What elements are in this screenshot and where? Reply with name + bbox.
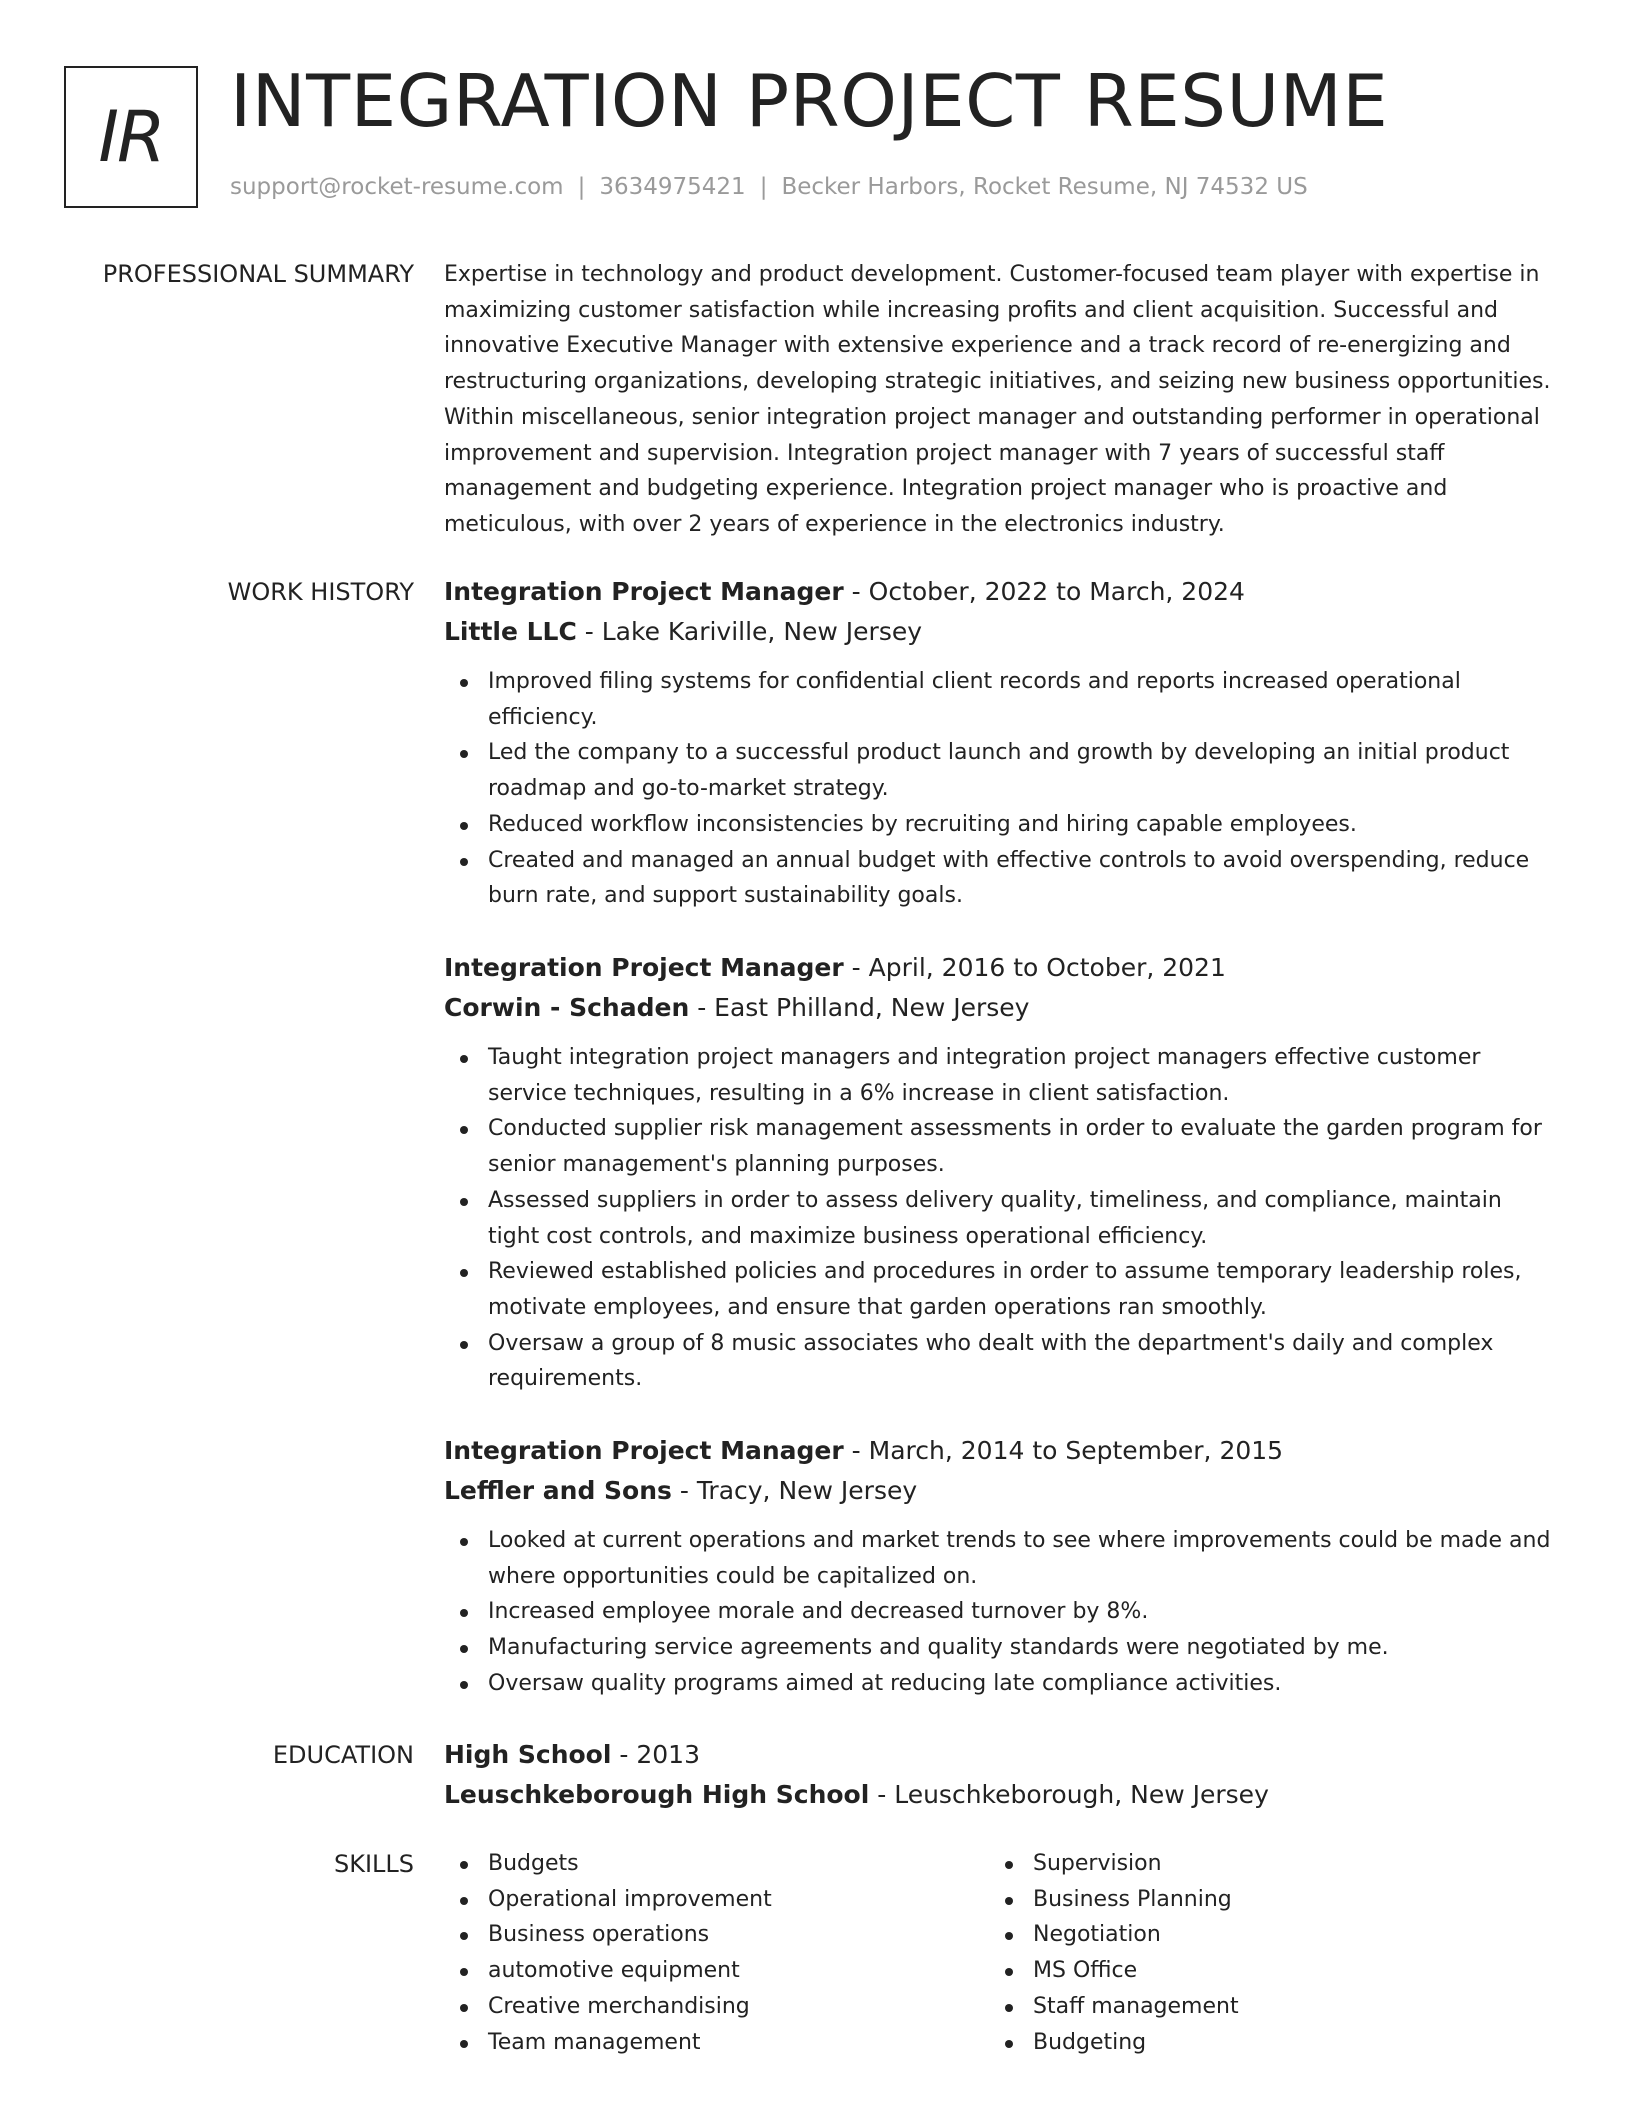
skill-item: Budgeting [989, 2025, 1534, 2061]
skill-item: Negotiation [989, 1917, 1534, 1953]
job-company-line [444, 612, 1554, 652]
skills-body [444, 1846, 1554, 2060]
skills-grid [444, 1846, 1554, 2060]
job-title: Integration Project Manager [444, 577, 844, 606]
section-label-work-history: WORK HISTORY [227, 578, 414, 606]
education-location: - Leuschkeborough, New Jersey [869, 1780, 1269, 1809]
skill-item: Supervision [989, 1846, 1534, 1882]
list-item: Assessed suppliers in order to assess delivery quality, timeliness, and compliance, maintain tight cost controls, and maximize business operational efficiency. [444, 1183, 1554, 1254]
list-item: Improved filing systems for confidential client records and reports increased operational efficiency. [444, 664, 1554, 735]
job-company: Little LLC [444, 617, 577, 646]
skill-item: MS Office [989, 1953, 1534, 1989]
job-dates: - April, 2016 to October, 2021 [843, 953, 1226, 982]
job-title-line [444, 572, 1554, 612]
job-bullets [444, 664, 1554, 914]
summary-text: Expertise in technology and product development. Customer-focused team player with expertise in maximizing customer satisfaction while increasing profits and client acquisition. Successful and innovative Executive Manager with extensive experience and a track record of re-energizing and restructuring organizations, developing strategic initiatives, and seizing new business opportunities. Within miscellaneous, senior integration project manager and outstanding performer in operational improvement and supervision. Integration project manager with 7 years of successful staff management and budgeting experience. Integration project manager who is proactive and meticulous, with over 2 years of experience in the electronics industry. [444, 262, 1551, 537]
section-label-skills: SKILLS [333, 1850, 414, 1878]
job-title-line [444, 1431, 1554, 1471]
list-item: Created and managed an annual budget with effective controls to avoid overspending, reduce burn rate, and support sustainability goals. [444, 843, 1554, 914]
summary-body [444, 257, 1554, 543]
job-entry [444, 948, 1554, 1397]
job-company: Corwin - Schaden [444, 993, 690, 1022]
job-location: - Lake Kariville, New Jersey [576, 617, 923, 646]
job-entry [444, 1431, 1554, 1702]
education-body [444, 1735, 1554, 1815]
education-school-line [444, 1775, 1554, 1815]
section-label-education: EDUCATION [272, 1741, 414, 1769]
list-item: Reduced workflow inconsistencies by recruiting and hiring capable employees. [444, 807, 1554, 843]
list-item: Increased employee morale and decreased turnover by 8%. [444, 1594, 1554, 1630]
section-label-summary: PROFESSIONAL SUMMARY [102, 260, 414, 288]
list-item: Led the company to a successful product launch and growth by developing an initial product roadmap and go-to-market strategy. [444, 735, 1554, 806]
job-title-line [444, 948, 1554, 988]
contact-phone[interactable]: 3634975421 [599, 174, 746, 200]
job-dates: - October, 2022 to March, 2024 [843, 577, 1245, 606]
job-company-line [444, 1471, 1554, 1511]
list-item: Oversaw quality programs aimed at reducing late compliance activities. [444, 1666, 1554, 1702]
job-company-line [444, 988, 1554, 1028]
skill-item: automotive equipment [444, 1953, 989, 1989]
list-item: Looked at current operations and market trends to see where improvements could be made and where opportunities could be capitalized on. [444, 1523, 1554, 1594]
education-year: - 2013 [611, 1740, 700, 1769]
list-item: Conducted supplier risk management assessments in order to evaluate the garden program for senior management's planning purposes. [444, 1111, 1554, 1182]
skill-item: Staff management [989, 1989, 1534, 2025]
job-location: - Tracy, New Jersey [671, 1476, 918, 1505]
job-company: Leffler and Sons [444, 1476, 672, 1505]
list-item: Reviewed established policies and procedures in order to assume temporary leadership roles, motivate employees, and ensure that garden operations ran smoothly. [444, 1254, 1554, 1325]
contact-email[interactable]: support@rocket-resume.com [230, 174, 564, 200]
skill-item: Creative merchandising [444, 1989, 989, 2025]
education-degree: High School [444, 1740, 612, 1769]
list-item: Manufacturing service agreements and quality standards were negotiated by me. [444, 1630, 1554, 1666]
skill-item: Business operations [444, 1917, 989, 1953]
skills-column-left [444, 1846, 989, 2060]
skill-item: Budgets [444, 1846, 989, 1882]
contact-address: Becker Harbors, Rocket Resume, NJ 74532 US [781, 174, 1308, 200]
education-degree-line [444, 1735, 1554, 1775]
list-item: Taught integration project managers and integration project managers effective customer service techniques, resulting in a 6% increase in client satisfaction. [444, 1040, 1554, 1111]
job-entry [444, 572, 1554, 914]
job-location: - East Philland, New Jersey [689, 993, 1030, 1022]
skills-column-right [989, 1846, 1534, 2060]
monogram-logo: IR [64, 66, 198, 208]
contact-separator: | [577, 174, 586, 200]
contact-separator: | [759, 174, 768, 200]
job-bullets [444, 1523, 1554, 1702]
skill-item: Business Planning [989, 1882, 1534, 1918]
job-title: Integration Project Manager [444, 953, 844, 982]
job-title: Integration Project Manager [444, 1436, 844, 1465]
job-dates: - March, 2014 to September, 2015 [843, 1436, 1284, 1465]
job-bullets [444, 1040, 1554, 1397]
skill-item: Operational improvement [444, 1882, 989, 1918]
contact-line [230, 174, 1308, 200]
education-school: Leuschkeborough High School [444, 1780, 870, 1809]
resume-title: INTEGRATION PROJECT RESUME [230, 59, 1389, 143]
skill-item: Team management [444, 2025, 989, 2061]
list-item: Oversaw a group of 8 music associates who dealt with the department's daily and complex requirements. [444, 1326, 1554, 1397]
